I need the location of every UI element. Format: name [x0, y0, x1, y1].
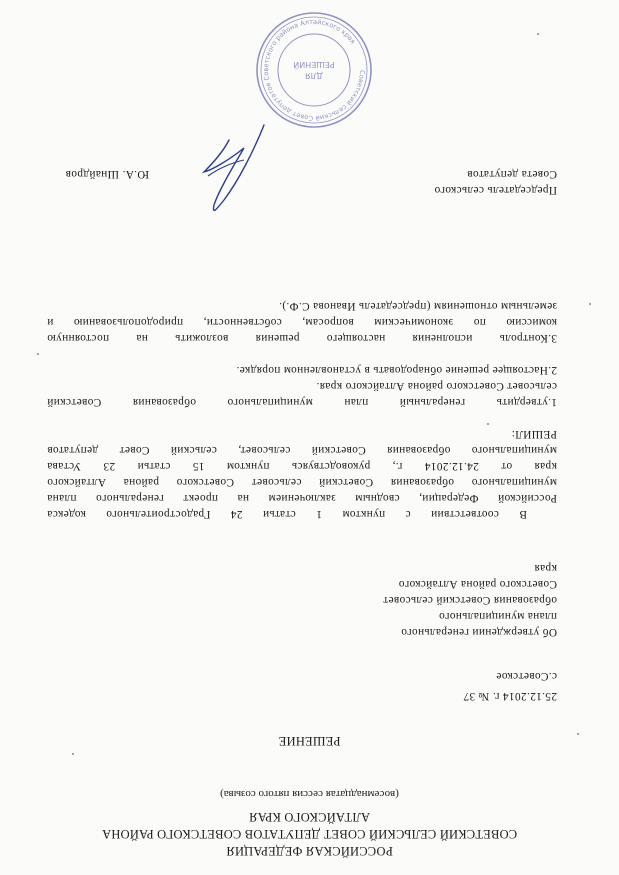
header-region: АЛТАЙСКОГО КРАЯ: [248, 810, 371, 824]
subject-line: Об утверждении генерального: [400, 626, 557, 638]
handwritten-signature: [194, 120, 274, 220]
session-note: (восемнадцатая сессия пятого созыва): [220, 788, 399, 800]
subject-line: плана муниципального: [438, 610, 557, 622]
preamble-line: муниципального образования Советский сельсовет Советского района Алтайского: [47, 476, 557, 488]
subject-line: образования Советский сельсовет: [382, 594, 557, 606]
item-line: 2.Настоящее решение обнародовать в установленном порядке.: [236, 364, 557, 376]
preamble-line: Российской Федерации, сводным заключением на проект генерального плана: [47, 492, 557, 504]
decided-label: РЕШИЛ:: [511, 428, 557, 440]
stamp-ring-text: Советский сельский Совет депутатов Советского района Алтайского края: [261, 17, 367, 123]
item-line: 3.Контроль исполнения настоящего решения возложить на постоянную: [47, 332, 557, 344]
subject-line: края: [534, 562, 557, 574]
svg-text:РЕШЕНИЙ: РЕШЕНИЙ: [293, 60, 335, 69]
signatory-name: Ю.А. Шнайдров: [65, 168, 149, 180]
header-country: РОССИЙСКАЯ ФЕДЕРАЦИЯ: [226, 844, 393, 858]
official-stamp: [254, 10, 374, 130]
item-line: комиссию по экономическим вопросам, собственности, природопользованию и: [47, 316, 557, 328]
item-line: 1.утвердить генеральный план муниципального образования Советский: [47, 396, 557, 408]
document-title: РЕШЕНИЕ: [278, 734, 341, 748]
signatory-title: Совета депутатов: [466, 168, 557, 180]
signatory-title: Председатель сельского: [434, 184, 557, 196]
subject-line: Советского района Алтайского: [398, 578, 557, 590]
preamble-line: муниципального образования Советский сельсовет, сельский Совет депутатов: [47, 444, 557, 456]
header-council: СОВЕТСКИЙ СЕЛЬСКИЙ СОВЕТ ДЕПУТАТОВ СОВЕТСКОГО РАЙОНА: [101, 827, 518, 841]
date-number: 25.12.2014 г. № 37: [463, 690, 557, 702]
svg-text:ДЛЯ: ДЛЯ: [305, 71, 323, 80]
item-line: сельсовет Советского района Алтайского края.: [316, 380, 557, 392]
item-line: земельным отношениям (председатель Иванова С.Ф.).: [278, 300, 557, 312]
preamble-line: В соответствии с пунктом 1 статьи 24 Градостроительного кодекса: [47, 508, 527, 520]
place: с.Советское: [496, 670, 557, 682]
preamble-line: края от 24.12.2014 г., руководствуясь пунктом 15 статьи 23 Устава: [47, 460, 557, 472]
